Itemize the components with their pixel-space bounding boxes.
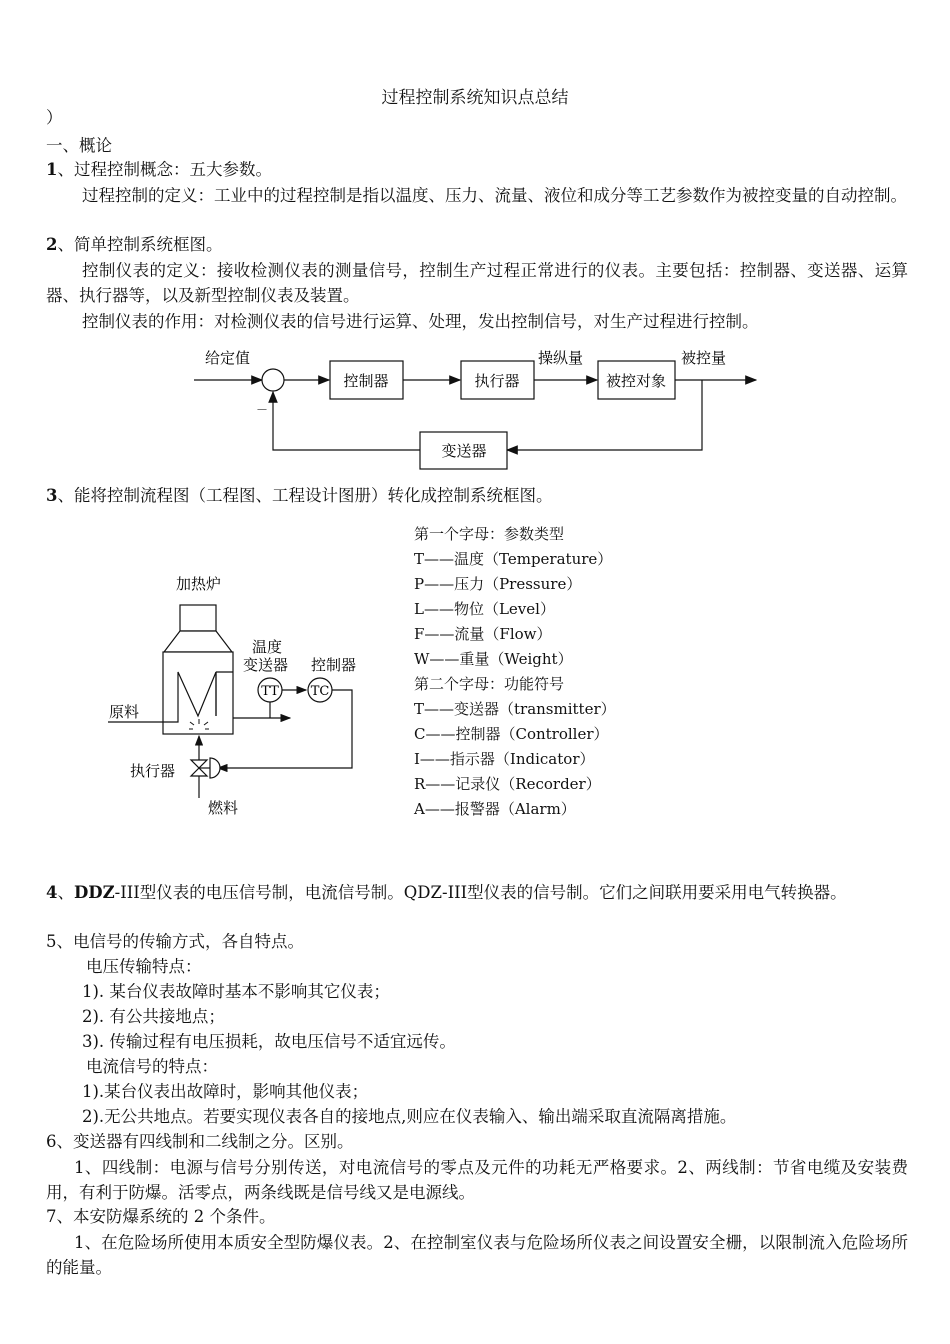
current-features-heading: 电流信号的特点：: [86, 1057, 218, 1076]
item-text: -III型仪表的电压信号制，电流信号制。QDZ-III型仪表的信号制。它们之间联用要采用电气转换器。: [114, 883, 847, 902]
controller-label: 控制器: [311, 656, 357, 674]
manipulated-variable-label: 操纵量: [538, 349, 584, 367]
section-heading-overview: 一、概论: [46, 136, 112, 155]
legend-line: R——记录仪（Recorder）: [414, 775, 601, 793]
item-number: 2: [46, 235, 58, 254]
voltage-feature-3: 3). 传输过程有电压损耗，故电压信号不适宜远传。: [82, 1032, 456, 1051]
furnace-flow-diagram: [100, 565, 400, 825]
temperature-label: 温度: [252, 638, 283, 656]
control-instrument-function: 控制仪表的作用：对检测仪表的信号进行运算、处理，发出控制信号，对生产过程进行控制。: [82, 312, 759, 331]
summing-junction: [262, 369, 284, 391]
item-text: 、能将控制流程图（工程图、工程设计图册）转化成控制系统框图。: [57, 486, 553, 505]
actuator-block-label: 执行器: [474, 372, 520, 390]
legend-line: I——指示器（Indicator）: [414, 750, 595, 768]
page-title: 过程控制系统知识点总结: [381, 88, 569, 108]
control-instrument-definition: 控制仪表的定义：接收检测仪表的测量信号，控制生产过程正常进行的仪表。主要包括：控制器、变送器、运算器、执行器等，以及新型控制仪表及装置。: [46, 261, 908, 305]
legend-line: 第一个字母：参数类型: [414, 525, 565, 543]
item-text: 、过程控制概念：五大参数。: [57, 160, 272, 179]
minus-sign: －: [256, 403, 269, 417]
legend-line: L——物位（Level）: [414, 600, 555, 618]
item-6-heading: 6、变送器有四线制和二线制之分。区别。: [46, 1132, 354, 1151]
feedback-return-arrow: [273, 392, 420, 450]
legend-line: T——温度（Temperature）: [414, 550, 613, 568]
voltage-feature-1: 1). 某台仪表故障时基本不影响其它仪表；: [82, 982, 390, 1001]
voltage-features-heading: 电压传输特点：: [86, 957, 202, 976]
furnace-hood: [164, 631, 232, 652]
ddz-label: DDZ: [73, 883, 115, 902]
legend-line: P——压力（Pressure）: [414, 575, 582, 593]
item-number: 4: [46, 883, 58, 902]
item-7-body: 1、在危险场所使用本质安全型防爆仪表。2、在控制室仪表与危险场所仪表之间设置安全栅，以限制流入危险场所的能量。: [46, 1233, 908, 1277]
controller-block-label: 控制器: [343, 372, 389, 390]
item-number: 3: [46, 486, 58, 505]
actuator-label: 执行器: [130, 762, 176, 780]
transmitter-label: 变送器: [243, 656, 289, 674]
item-text: 、简单控制系统框图。: [57, 235, 223, 254]
item-number: 1: [46, 160, 58, 179]
valve-actuator-icon: [210, 758, 220, 778]
item-6-body: 1、四线制：电源与信号分别传送，对电流信号的零点及元件的功耗无严格要求。2、两线制：节省电缆及安装费用，有利于防爆。活零点，两条线既是信号线又是电源线。: [46, 1158, 908, 1202]
legend-line: A——报警器（Alarm）: [414, 800, 576, 818]
transmitter-block-label: 变送器: [441, 442, 487, 460]
legend-line: C——控制器（Controller）: [414, 725, 609, 743]
item-2-heading: [46, 233, 222, 257]
item-3-heading: [46, 484, 552, 508]
legend-line: T——变送器（transmitter）: [414, 700, 616, 718]
item-5-heading: 5、电信号的传输方式，各自特点。: [46, 932, 304, 951]
process-control-definition: 过程控制的定义：工业中的过程控制是指以温度、压力、流量、液位和成分等工艺参数作为被控变量的自动控制。: [82, 186, 907, 205]
current-feature-1: 1).某台仪表出故障时，影响其他仪表；: [82, 1082, 369, 1101]
voltage-feature-2: 2). 有公共接地点；: [82, 1007, 225, 1026]
item-text: 、: [57, 883, 74, 902]
tc-tag: TC: [310, 684, 330, 699]
controlled-variable-label: 被控量: [681, 349, 727, 367]
item-4-paragraph: [46, 880, 908, 905]
stray-paren: ）: [46, 108, 63, 127]
item-1-heading: [46, 158, 272, 182]
item-7-heading: 7、本安防爆系统的 2 个条件。: [46, 1207, 276, 1226]
legend-line: F——流量（Flow）: [414, 625, 552, 643]
control-signal-line: [218, 690, 352, 768]
tt-tag: TT: [261, 684, 279, 699]
block-diagram: [0, 340, 950, 475]
legend-line: 第二个字母：功能符号: [414, 675, 565, 693]
fuel-label: 燃料: [208, 799, 239, 817]
plant-block-label: 被控对象: [605, 372, 667, 390]
legend-line: W——重量（Weight）: [414, 650, 573, 668]
raw-material-label: 原料: [109, 703, 140, 721]
setpoint-label: 给定值: [205, 349, 251, 367]
furnace-label: 加热炉: [176, 575, 222, 593]
furnace-stack: [180, 605, 216, 631]
current-feature-2: 2).无公共地点。若要实现仪表各自的接地点,则应在仪表输入、输出端采取直流隔离措施。: [82, 1107, 737, 1126]
instrument-letter-legend: [414, 522, 616, 822]
